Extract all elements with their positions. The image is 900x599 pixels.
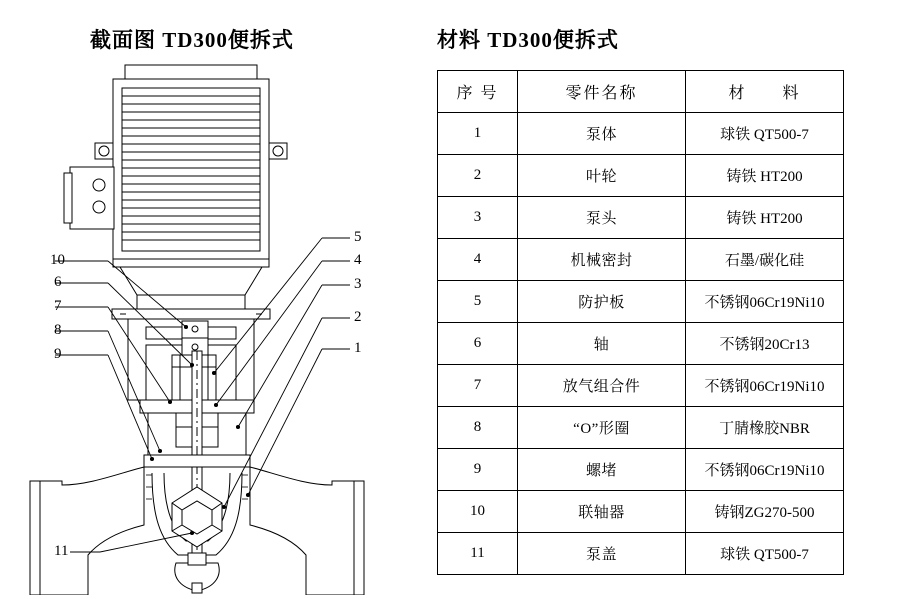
motor-assembly — [64, 65, 287, 309]
callout-3: 3 — [354, 276, 362, 292]
callout-11: 11 — [54, 543, 69, 559]
cell-part-name: 泵体 — [518, 113, 686, 155]
cell-index: 1 — [438, 113, 518, 155]
callout-1: 1 — [354, 340, 362, 356]
cell-index: 9 — [438, 449, 518, 491]
cell-part-name: 防护板 — [518, 281, 686, 323]
table-row — [438, 197, 844, 239]
cell-part-name: 机械密封 — [518, 239, 686, 281]
cell-material: 不锈钢06Cr19Ni10 — [686, 365, 844, 407]
pump-drawing-svg — [0, 55, 420, 595]
cell-index: 2 — [438, 155, 518, 197]
cell-material: 不锈钢06Cr19Ni10 — [686, 281, 844, 323]
table-header-row — [438, 71, 844, 113]
callout-10: 10 — [50, 252, 65, 268]
cell-material: 铸铁 HT200 — [686, 197, 844, 239]
cell-part-name: “O”形圈 — [518, 407, 686, 449]
cell-index: 4 — [438, 239, 518, 281]
cell-material: 不锈钢06Cr19Ni10 — [686, 449, 844, 491]
callout-5: 5 — [354, 229, 362, 245]
material-table — [437, 70, 844, 575]
cell-part-name: 泵盖 — [518, 533, 686, 575]
cell-part-name: 叶轮 — [518, 155, 686, 197]
cell-index: 11 — [438, 533, 518, 575]
cell-material: 不锈钢20Cr13 — [686, 323, 844, 365]
motor-stool — [112, 309, 270, 401]
cell-material: 球铁 QT500-7 — [686, 533, 844, 575]
cell-material: 丁腈橡胶NBR — [686, 407, 844, 449]
callout-2: 2 — [354, 309, 362, 325]
cell-index: 3 — [438, 197, 518, 239]
cell-part-name: 轴 — [518, 323, 686, 365]
table-row — [438, 533, 844, 575]
table-row — [438, 281, 844, 323]
pump-cross-section-drawing — [0, 55, 420, 595]
table-row — [438, 449, 844, 491]
table-row — [438, 155, 844, 197]
table-row — [438, 323, 844, 365]
header-part: 零件名称 — [518, 71, 686, 113]
callout-8: 8 — [54, 322, 62, 338]
table-row — [438, 113, 844, 155]
callout-6: 6 — [54, 274, 62, 290]
cell-index: 10 — [438, 491, 518, 533]
cell-index: 6 — [438, 323, 518, 365]
left-section-title: 截面图 TD300便拆式 — [90, 28, 294, 52]
cell-material: 球铁 QT500-7 — [686, 113, 844, 155]
table-row — [438, 239, 844, 281]
header-index: 序 号 — [438, 71, 518, 113]
cell-part-name: 泵头 — [518, 197, 686, 239]
cell-material: 铸铁 HT200 — [686, 155, 844, 197]
callout-4: 4 — [354, 252, 362, 268]
cell-index: 7 — [438, 365, 518, 407]
cell-part-name: 联轴器 — [518, 491, 686, 533]
table-row — [438, 407, 844, 449]
cell-material: 铸钢ZG270-500 — [686, 491, 844, 533]
cell-material: 石墨/碳化硅 — [686, 239, 844, 281]
callout-7: 7 — [54, 298, 62, 314]
callout-9: 9 — [54, 346, 62, 362]
table-row — [438, 491, 844, 533]
cell-part-name: 螺堵 — [518, 449, 686, 491]
right-section-title: 材料 TD300便拆式 — [437, 28, 619, 52]
header-material: 材 料 — [686, 71, 844, 113]
cell-index: 5 — [438, 281, 518, 323]
cell-index: 8 — [438, 407, 518, 449]
table-row — [438, 365, 844, 407]
cell-part-name: 放气组合件 — [518, 365, 686, 407]
